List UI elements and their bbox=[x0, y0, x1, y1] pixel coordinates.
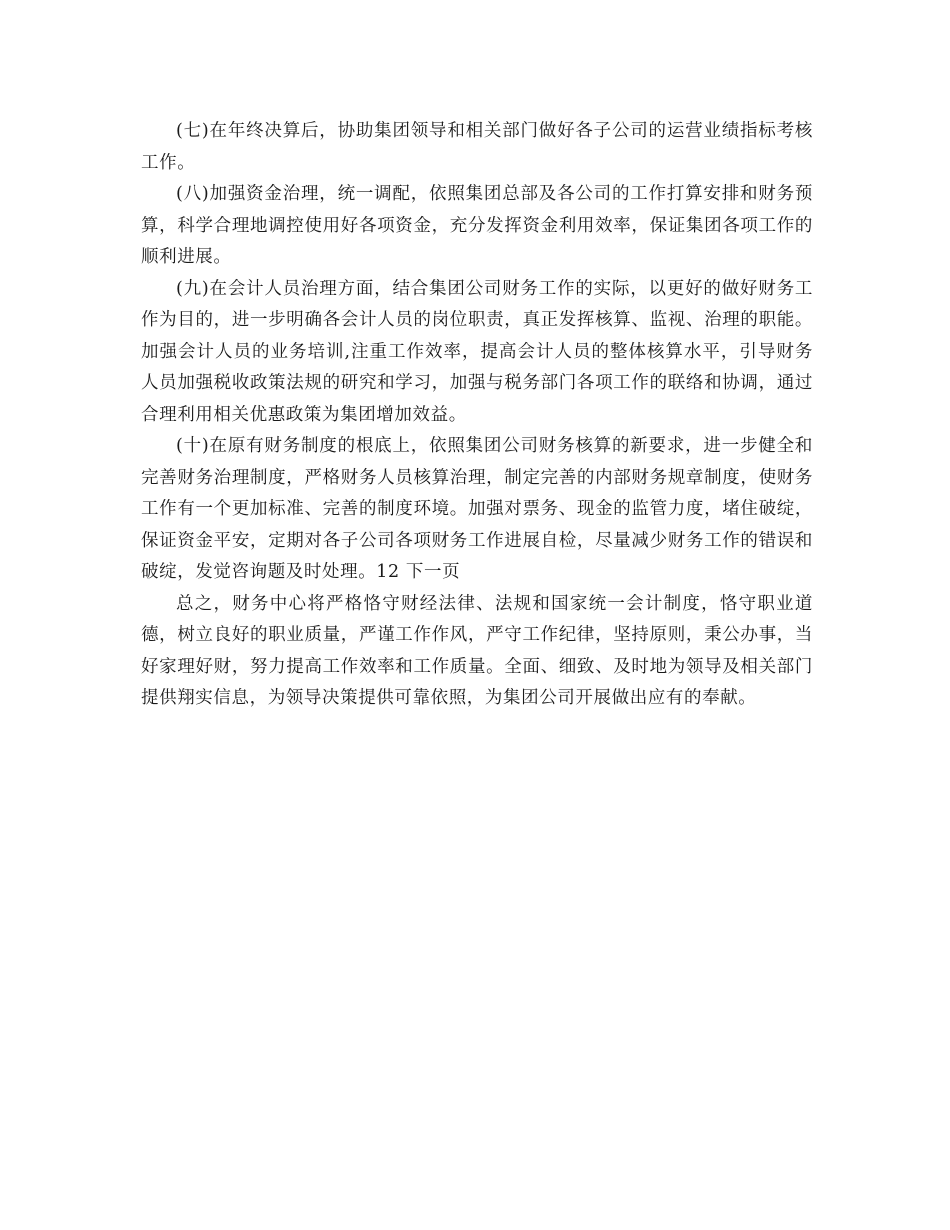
paragraph-8: (八)加强资金治理，统一调配，依照集团总部及各公司的工作打算安排和财务预算，科学合理地调控使用好各项资金，充分发挥资金利用效率，保证集团各项工作的顺利进展。 bbox=[141, 184, 813, 267]
paragraph-7: (七)在年终决算后，协助集团领导和相关部门做好各子公司的运营业绩指标考核工作。 bbox=[141, 121, 813, 173]
paragraph-summary: 总之，财务中心将严格恪守财经法律、法规和国家统一会计制度，恪守职业道德，树立良好的职业质量，严谨工作作风，严守工作纪律，坚持原则，秉公办事，当好家理好财，努力提高工作效率和工作质量。全面、细致、及时地为领导及相关部门提供翔实信息，为领导决策提供可靠依照，为集团公司开展做出应有的奉献。 bbox=[141, 593, 813, 708]
paragraph-9: (九)在会计人员治理方面，结合集团公司财务工作的实际，以更好的做好财务工作为目的，进一步明确各会计人员的岗位职责，真正发挥核算、监视、治理的职能。加强会计人员的业务培训,注重工作效率，提高会计人员的整体核算水平，引导财务人员加强税收政策法规的研究和学习，加强与税务部门各项工作的联络和协调，通过合理利用相关优惠政策为集团增加效益。 bbox=[141, 278, 813, 425]
document-body bbox=[141, 116, 813, 715]
paragraph-10: (十)在原有财务制度的根底上，依照集团公司财务核算的新要求，进一步健全和完善财务治理制度，严格财务人员核算治理，制定完善的内部财务规章制度，使财务工作有一个更加标准、完善的制度环境。加强对票务、现金的监管力度，堵住破绽，保证资金平安，定期对各子公司各项财务工作进展自检，尽量减少财务工作的错误和破绽，发觉咨询题及时处理。12 下一页 bbox=[141, 436, 813, 582]
